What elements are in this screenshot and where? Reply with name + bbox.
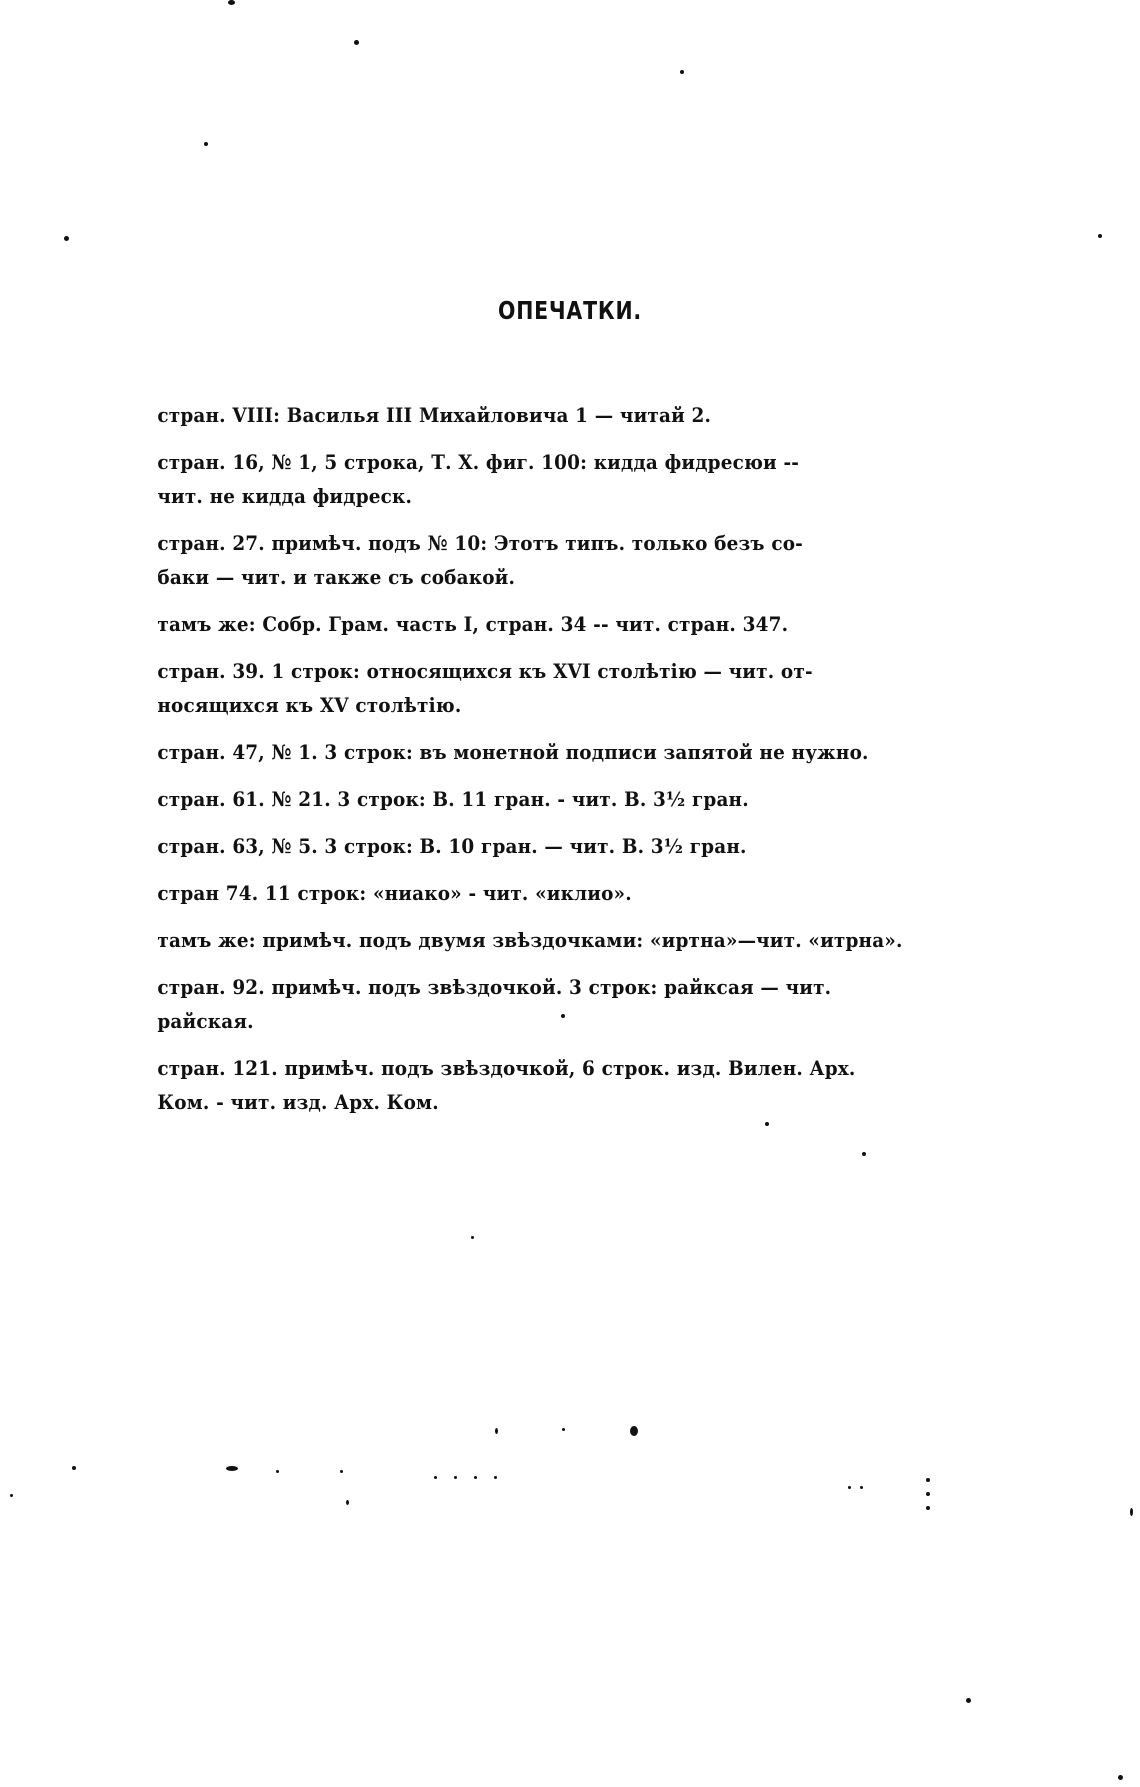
errata-entry bbox=[150, 876, 970, 910]
errata-line: стран. 16, № 1, 5 строка, Т. X. фиг. 100: кидда фидресюи -- bbox=[157, 450, 800, 474]
errata-entry bbox=[150, 829, 970, 863]
scan-speck bbox=[926, 1492, 930, 1496]
scan-speck bbox=[680, 70, 684, 74]
scan-speck bbox=[862, 1152, 866, 1156]
errata-line-continuation: Ком. - чит. изд. Арх. Ком. bbox=[157, 1090, 439, 1114]
errata-line: стран. VIII: Василья III Михайловича 1 — читай 2. bbox=[157, 403, 712, 427]
errata-entry bbox=[150, 445, 970, 513]
scan-speck bbox=[765, 1122, 769, 1126]
scan-speck bbox=[471, 1236, 474, 1239]
errata-list bbox=[150, 398, 970, 1132]
errata-entry bbox=[150, 923, 970, 957]
errata-entry bbox=[150, 526, 970, 594]
errata-line-continuation: райская. bbox=[157, 1009, 254, 1033]
scan-speck bbox=[204, 142, 208, 146]
scan-speck bbox=[228, 0, 235, 5]
scan-speck bbox=[474, 1476, 477, 1479]
scan-speck bbox=[1118, 1775, 1123, 1780]
scan-speck bbox=[64, 236, 69, 241]
scan-speck bbox=[10, 1494, 13, 1497]
scan-speck bbox=[562, 1428, 565, 1431]
scan-speck bbox=[926, 1478, 930, 1482]
scan-speck bbox=[966, 1698, 971, 1703]
errata-entry bbox=[150, 607, 970, 641]
scan-speck bbox=[926, 1506, 930, 1510]
errata-line: стран. 121. примѣч. подъ звѣздочкой, 6 строк. изд. Вилен. Арх. bbox=[157, 1056, 856, 1080]
scan-speck bbox=[848, 1486, 851, 1489]
errata-line: стран. 61. № 21. 3 строк: В. 11 гран. - чит. В. 3½ гран. bbox=[157, 787, 749, 811]
errata-line: тамъ же: примѣч. подъ двумя звѣздочками: «иртна»—чит. «итрна». bbox=[157, 928, 903, 952]
page-title: ОПЕЧАТКИ. bbox=[497, 296, 643, 325]
errata-line: стран. 27. примѣч. подъ № 10: Этотъ типъ. только безъ со- bbox=[157, 531, 803, 555]
errata-line-continuation: носящихся къ XV столѣтію. bbox=[157, 693, 462, 717]
scan-speck bbox=[354, 40, 359, 45]
errata-line: стран. 63, № 5. 3 строк: В. 10 гран. — чит. В. 3½ гран. bbox=[157, 834, 747, 858]
scan-speck bbox=[630, 1426, 638, 1436]
scan-speck bbox=[494, 1476, 497, 1479]
errata-entry bbox=[150, 782, 970, 816]
errata-line-continuation: чит. не кидда фидреск. bbox=[157, 484, 413, 508]
scan-speck bbox=[1098, 234, 1102, 238]
errata-line: тамъ же: Собр. Грам. часть I, стран. 34 -- чит. стран. 347. bbox=[157, 612, 789, 636]
scan-speck bbox=[340, 1470, 343, 1473]
errata-entry bbox=[150, 654, 970, 722]
errata-entry bbox=[150, 970, 970, 1038]
scan-speck bbox=[1130, 1508, 1133, 1516]
scan-speck bbox=[346, 1500, 349, 1505]
errata-line: стран. 92. примѣч. подъ звѣздочкой. 3 строк: райксая — чит. bbox=[157, 975, 832, 999]
errata-line: стран 74. 11 строк: «ниако» - чит. «иклио». bbox=[157, 881, 632, 905]
errata-line: стран. 47, № 1. 3 строк: въ монетной подписи запятой не нужно. bbox=[157, 740, 869, 764]
errata-entry bbox=[150, 1051, 970, 1119]
scan-speck bbox=[434, 1476, 437, 1479]
scan-speck bbox=[72, 1466, 76, 1470]
errata-entry bbox=[150, 735, 970, 769]
scan-speck bbox=[276, 1470, 279, 1473]
errata-entry bbox=[150, 398, 970, 432]
errata-line: стран. 39. 1 строк: относящихся къ XVI столѣтію — чит. от- bbox=[157, 659, 813, 683]
scan-speck bbox=[226, 1466, 238, 1471]
scan-speck bbox=[561, 1014, 565, 1018]
scan-speck bbox=[454, 1476, 457, 1479]
scan-speck bbox=[495, 1428, 498, 1434]
scan-speck bbox=[860, 1486, 863, 1489]
errata-line-continuation: баки — чит. и также съ собакой. bbox=[157, 565, 516, 589]
